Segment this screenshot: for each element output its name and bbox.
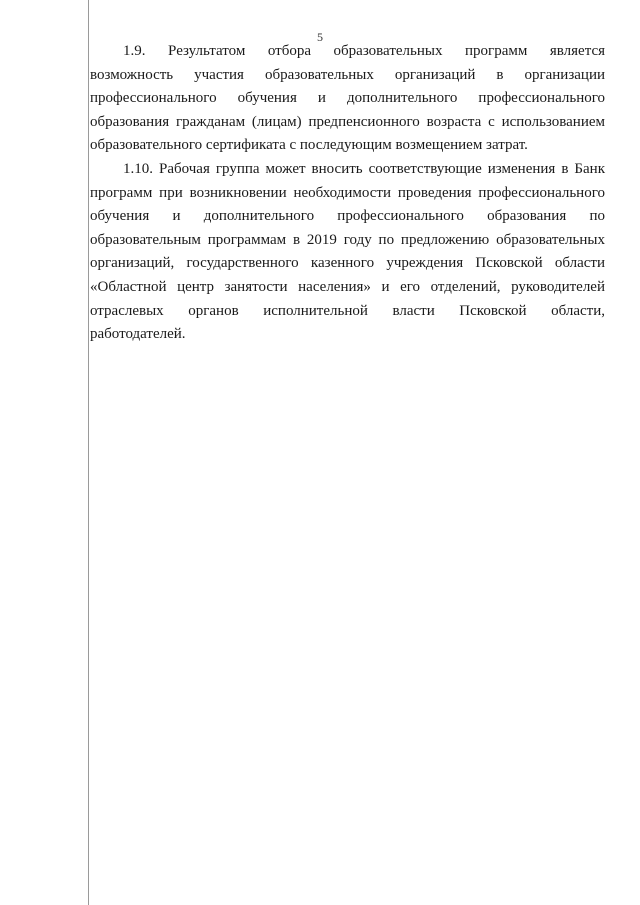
text-line: 1.9. Результатом отбора образовательных программ является (123, 43, 605, 59)
text-line: образования гражданам (лицам) предпенсионного возраста с использованием (90, 113, 605, 130)
left-margin-rule (88, 0, 89, 905)
document-body (90, 40, 605, 347)
text-line: обучения и дополнительного профессионального образования по (90, 208, 605, 225)
text-line: профессионального обучения и дополнительного профессионального (90, 90, 605, 107)
text-line: возможность участия образовательных организаций в организации (90, 66, 605, 83)
text-line: «Областной центр занятости населения» и его отделений, руководителей (90, 278, 605, 295)
text-line: работодателей. (90, 326, 186, 343)
text-line: программ при возникновении необходимости проведения профессионального (90, 184, 605, 201)
text-line: отраслевых органов исполнительной власти Псковской области, (90, 302, 605, 319)
text-line: организаций, государственного казенного учреждения Псковской области (90, 255, 605, 272)
page-number: 5 (317, 30, 323, 44)
paragraph-1-10 (90, 158, 605, 347)
text-line: 1.10. Рабочая группа может вносить соответствующие изменения в Банк (123, 160, 605, 177)
text-line: образовательным программам в 2019 году по предложению образовательных (90, 231, 605, 248)
text-line: образовательного сертификата с последующим возмещением затрат. (90, 137, 528, 154)
paragraph-1-9 (90, 40, 605, 158)
